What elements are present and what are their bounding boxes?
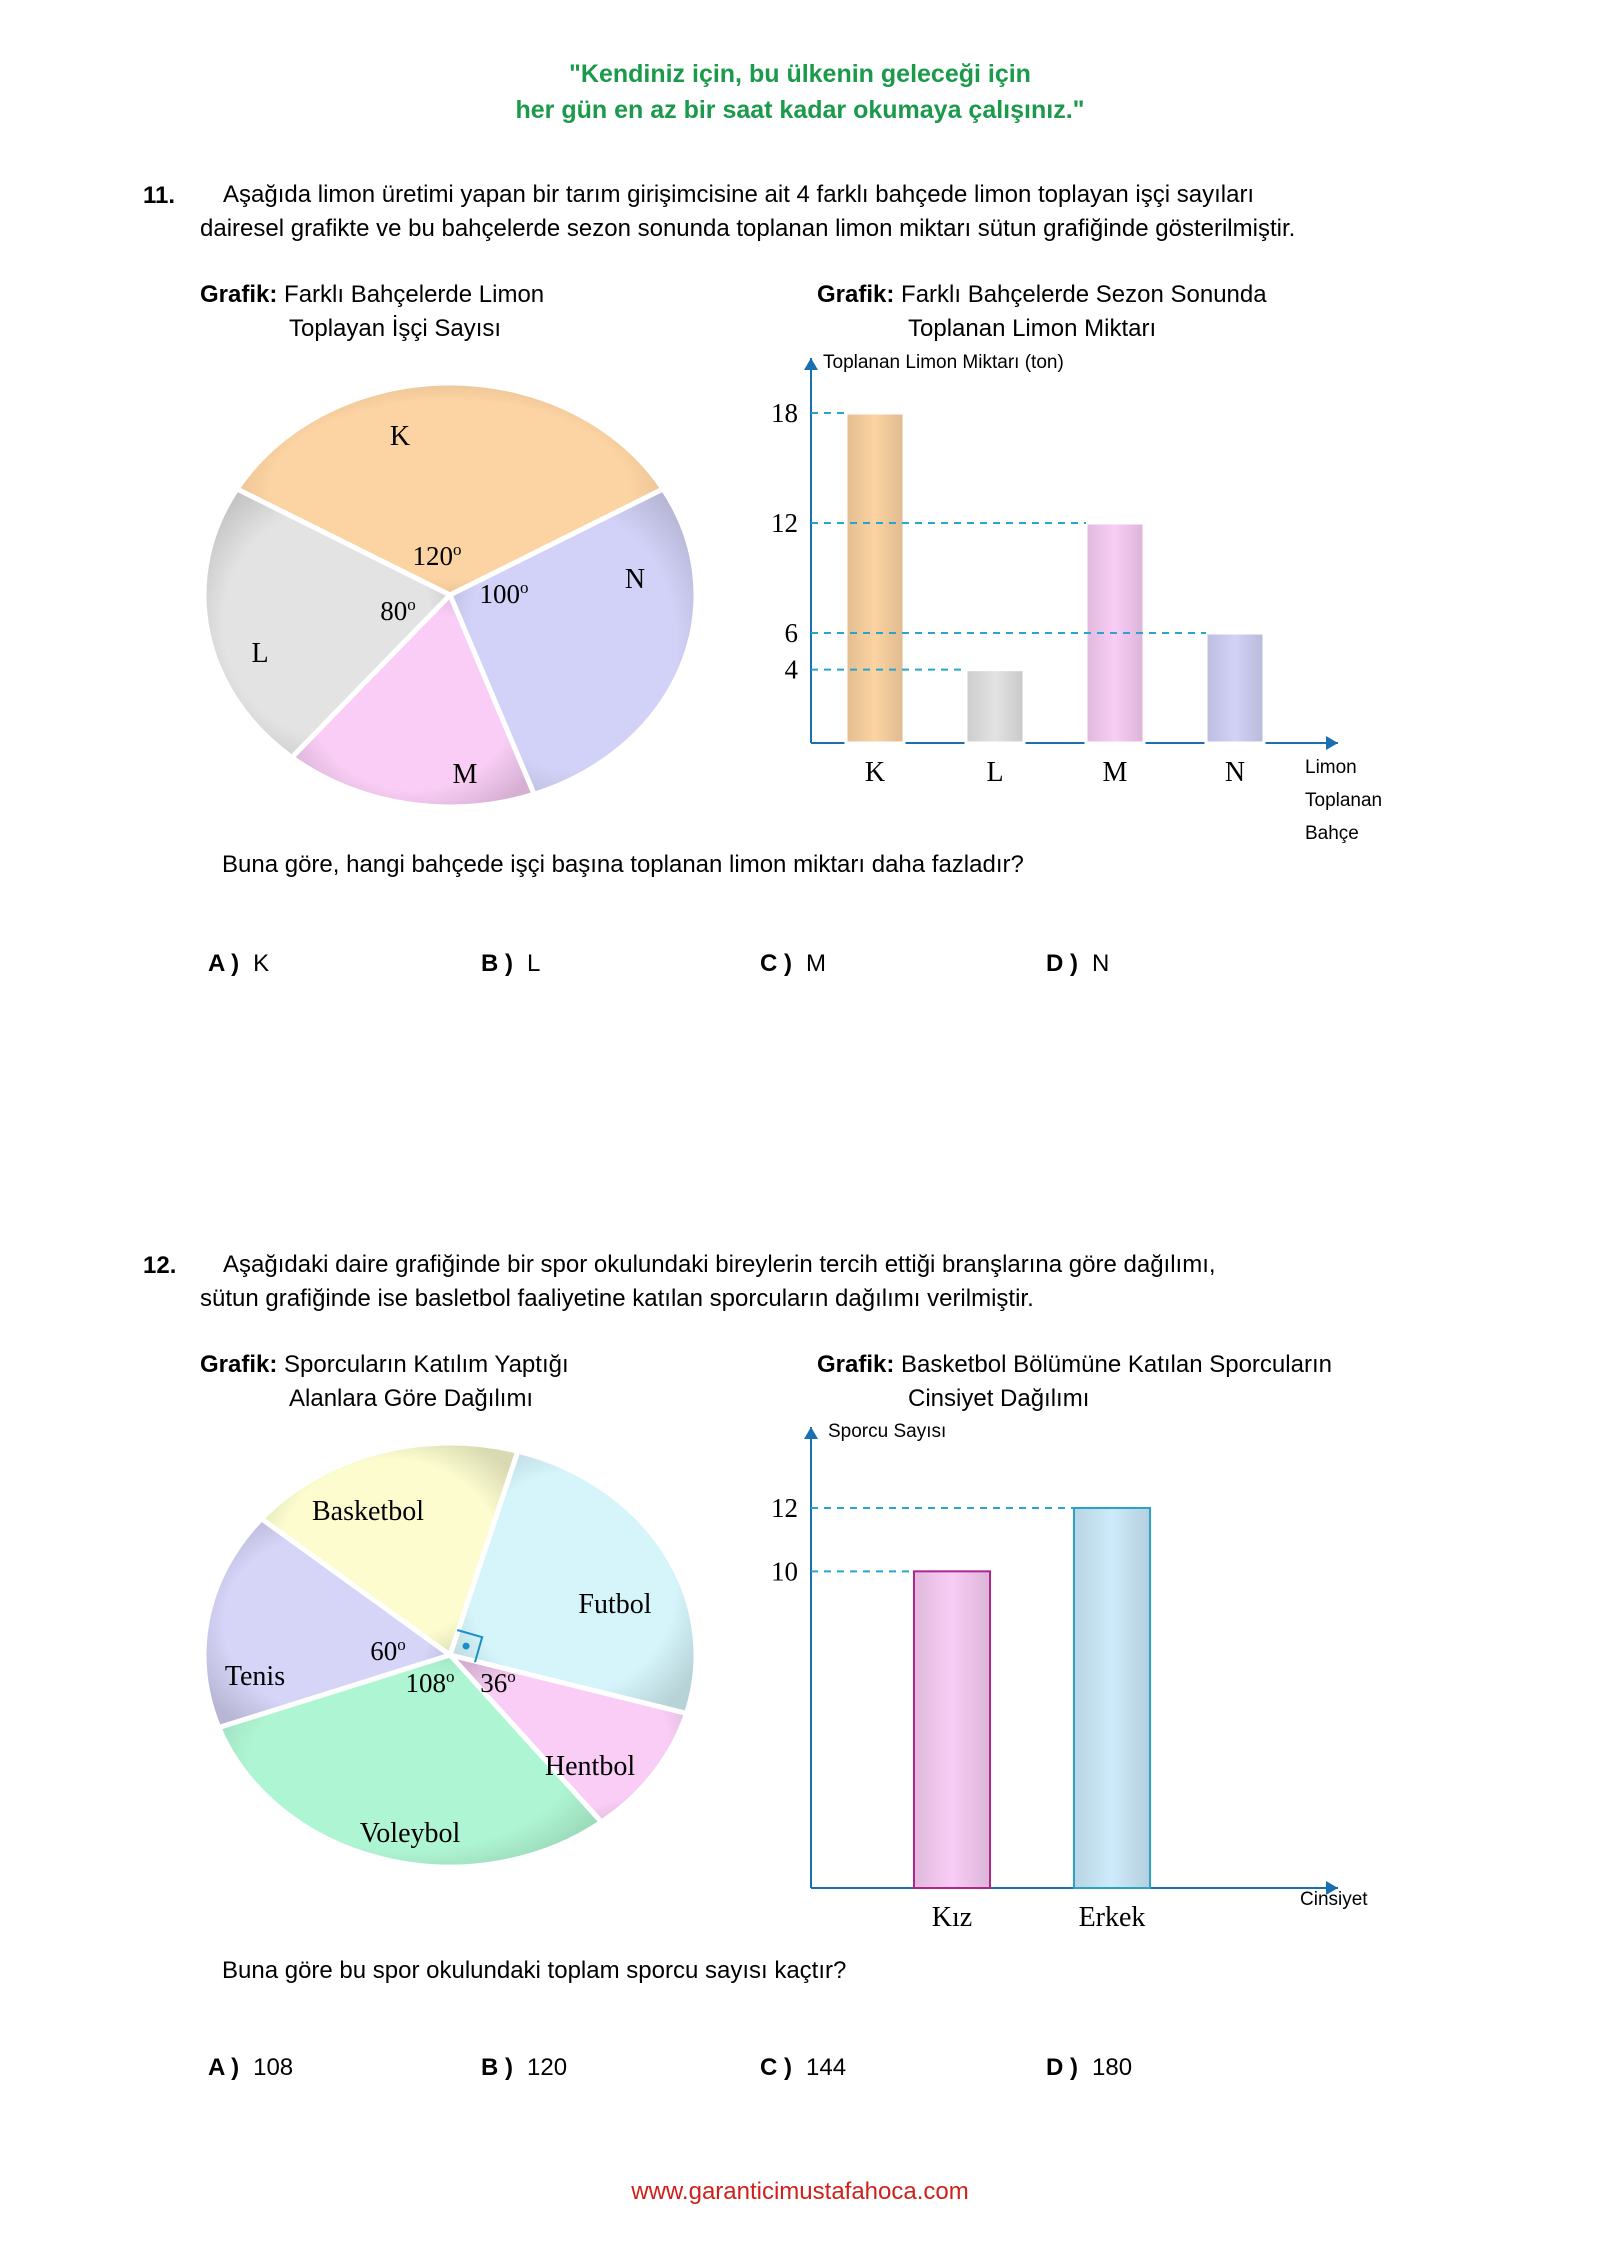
pie-chart-1-title-line-1: Farklı Bahçelerde Limon [284, 281, 545, 308]
pie-label-basketbol: Basketbol [312, 1496, 424, 1527]
option-key: B ) [481, 2054, 513, 2081]
y-axis-arrow [804, 358, 818, 370]
y-tick-10: 10 [771, 1556, 798, 1587]
option-value: M [806, 950, 826, 977]
question-11-number: 11. [143, 182, 176, 209]
y-tick-6: 6 [784, 618, 798, 648]
x-tick-erkek: Erkek [1078, 1902, 1146, 1930]
bar-chart-2-title [817, 1348, 1332, 1382]
q11-option-d[interactable] [1046, 950, 1109, 978]
q12-option-d[interactable] [1046, 2054, 1132, 2082]
y-tick-4: 4 [784, 654, 798, 685]
x-axis-title: Cinsiyet [1300, 1889, 1368, 1910]
bar-chart-1-title-line-2: Toplanan Limon Miktarı [908, 315, 1157, 342]
bar-n [1206, 633, 1264, 743]
pie-chart-2-title [200, 1348, 569, 1382]
q12-option-a[interactable] [208, 2054, 293, 2082]
bar-chart-2-title-line-1: Basketbol Bölümüne Katılan Sporcuların [901, 1351, 1332, 1378]
pie-label-tenis: Tenis [224, 1661, 286, 1692]
pie-label-hentbol: Hentbol [544, 1751, 636, 1782]
pie-angle-label-k: 120$^o$ [412, 540, 462, 571]
option-value: L [527, 950, 541, 977]
pie-chart-lemon-workers [170, 360, 730, 840]
x-tick-n: N [1224, 757, 1246, 788]
y-axis-title: Toplanan Limon Miktarı (ton) [823, 352, 1064, 373]
x-axis-title-line-2: Toplanan [1305, 790, 1383, 811]
option-value: 120 [527, 2054, 568, 2081]
option-key: C ) [760, 2054, 792, 2081]
q11-option-c[interactable] [760, 950, 826, 978]
bar-chart-1-title [817, 278, 1267, 312]
bar-erkek [1074, 1508, 1150, 1888]
pie-angle-label-n: 100$^o$ [479, 578, 529, 609]
option-key: C ) [760, 950, 792, 977]
pie-angle-label-l: 80$^o$ [380, 595, 416, 626]
pie-chart-2-title-line-1: Sporcuların Katılım Yaptığı [284, 1351, 569, 1378]
pie-label-n: N [624, 564, 646, 595]
x-axis-title-line-3: Bahçe [1305, 823, 1359, 844]
pie-chart-2-title-label: Grafik: [200, 1351, 278, 1378]
question-12-text-line-2: sütun grafiğinde ise basletbol faaliyetine katılan sporcuların dağılımı verilmiştir. [200, 1285, 1034, 1312]
pie-chart-2-title-line-2: Alanlara Göre Dağılımı [289, 1385, 534, 1412]
option-key: D ) [1046, 950, 1078, 977]
question-11-prompt: Buna göre, hangi bahçede işçi başına toplanan limon miktarı daha fazladır? [222, 851, 1024, 878]
pie-angle-label-tenis: 60$^o$ [370, 1635, 406, 1666]
motto-line-2: her gün en az bir saat kadar okumaya çalışınız." [515, 96, 1085, 124]
x-tick-k: K [864, 757, 886, 788]
question-12-text-line-1: Aşağıdaki daire grafiğinde bir spor okulundaki bireylerin tercih ettiği branşlarına göre dağılımı, [223, 1251, 1216, 1278]
x-tick-k-z: Kız [931, 1902, 973, 1930]
pie-label-k: K [389, 421, 411, 452]
pie-angle-label-voleybol: 108$^o$ [405, 1667, 455, 1698]
option-key: D ) [1046, 2054, 1078, 2081]
pie-chart-1-title-line-2: Toplayan İşçi Sayısı [289, 315, 502, 342]
q12-option-b[interactable] [481, 2054, 567, 2082]
option-value: 180 [1092, 2054, 1133, 2081]
option-key: B ) [481, 950, 513, 977]
pie-label-l: L [251, 638, 269, 669]
pie-angle-label-hentbol: 36$^o$ [480, 1667, 516, 1698]
q11-option-b[interactable] [481, 950, 540, 978]
option-value: N [1092, 950, 1110, 977]
x-axis-arrow [1326, 736, 1338, 750]
q11-option-a[interactable] [208, 950, 269, 978]
pie-chart-sports [170, 1420, 730, 1900]
y-tick-12: 12 [771, 1493, 798, 1523]
x-axis-title-line-1: Limon [1305, 757, 1357, 778]
footer-website-link[interactable]: www.garanticimustafahoca.com [631, 2178, 969, 2205]
bar-chart-1-title-label: Grafik: [817, 281, 895, 308]
pie-label-futbol: Futbol [578, 1589, 652, 1620]
q12-option-c[interactable] [760, 2054, 846, 2082]
pie-chart-1-title-label: Grafik: [200, 281, 278, 308]
option-value: K [253, 950, 270, 977]
bar-k-z [914, 1571, 990, 1888]
pie-chart-1-title [200, 278, 544, 312]
bar-chart-lemon-amount [740, 345, 1420, 865]
y-axis-title: Sporcu Sayısı [828, 1421, 947, 1442]
bar-k [846, 413, 904, 743]
x-tick-l: L [986, 757, 1004, 788]
pie-label-voleybol: Voleybol [359, 1818, 461, 1849]
y-axis-arrow [804, 1427, 818, 1439]
option-key: A ) [208, 2054, 240, 2081]
y-tick-18: 18 [771, 398, 798, 428]
question-11-text-line-1: Aşağıda limon üretimi yapan bir tarım girişimcisine ait 4 farklı bahçede limon toplayan işçi sayıları [223, 181, 1255, 208]
question-11-text-line-2: dairesel grafikte ve bu bahçelerde sezon sonunda toplanan limon miktarı sütun grafiğinde gösterilmiştir. [200, 215, 1296, 242]
y-tick-12: 12 [771, 508, 798, 538]
bar-chart-2-title-line-2: Cinsiyet Dağılımı [908, 1385, 1090, 1412]
bar-l [966, 670, 1024, 743]
option-value: 144 [806, 2054, 847, 2081]
x-tick-m: M [1102, 757, 1128, 788]
option-value: 108 [253, 2054, 294, 2081]
right-angle-dot [463, 1643, 470, 1650]
question-12-prompt: Buna göre bu spor okulundaki toplam sporcu sayısı kaçtır? [222, 1957, 847, 1984]
motto-line-1: "Kendiniz için, bu ülkenin geleceği için [569, 60, 1031, 88]
option-key: A ) [208, 950, 240, 977]
question-12-number: 12. [143, 1252, 177, 1279]
pie-label-m: M [452, 759, 478, 790]
bar-chart-basketball-gender [740, 1410, 1420, 1930]
bar-chart-1-title-line-1: Farklı Bahçelerde Sezon Sonunda [901, 281, 1267, 308]
bar-chart-2-title-label: Grafik: [817, 1351, 895, 1378]
